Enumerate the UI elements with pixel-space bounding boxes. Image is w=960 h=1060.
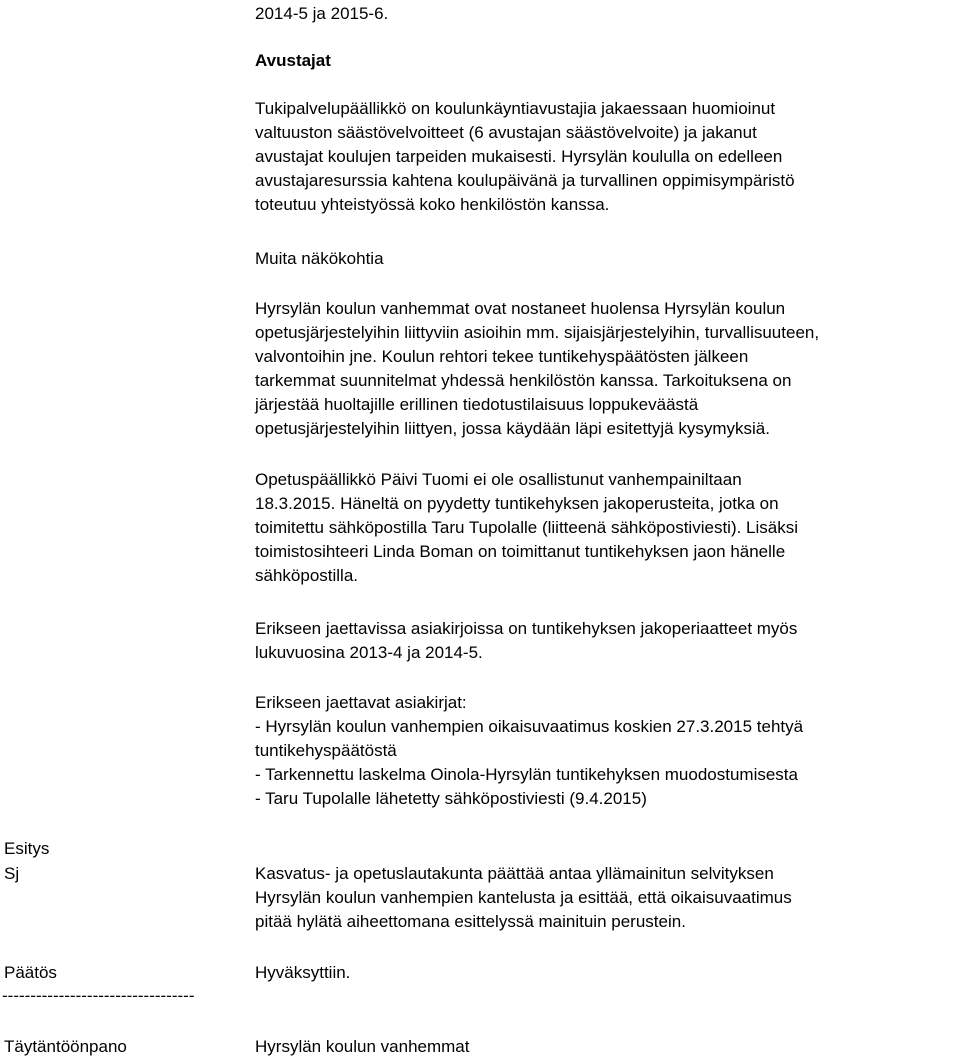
- muita-paragraph-2: [255, 468, 955, 588]
- paragraph-line: sähköpostilla.: [255, 566, 359, 585]
- taytantoonpano-text: Hyrsylän koulun vanhemmat: [255, 1037, 470, 1056]
- paragraph-line: tuntikehyspäätöstä: [255, 741, 397, 760]
- paragraph-line: opetusjärjestelyihin liittyen, jossa käydään läpi esitettyjä kysymyksiä.: [255, 419, 770, 438]
- paragraph-line: toteutuu yhteistyössä koko henkilöstön kanssa.: [255, 195, 610, 214]
- top-line: 2014-5 ja 2015-6.: [255, 4, 389, 23]
- paragraph-line: toimitettu sähköpostilla Taru Tupolalle (liitteenä sähköpostiviesti). Lisäksi: [255, 518, 799, 537]
- separator-line: ----------------------------------: [2, 986, 195, 1005]
- paragraph-line: tarkemmat suunnitelmat yhdessä henkilöstön kanssa. Tarkoituksena on: [255, 371, 792, 390]
- paatos-label: Päätös: [4, 963, 57, 982]
- paragraph-line: opetusjärjestelyihin liittyviin asioihin mm. sijaisjärjestelyihin, turvallisuuteen,: [255, 323, 820, 342]
- taytantoonpano-label: Täytäntöönpano: [4, 1037, 127, 1056]
- paragraph-line: Erikseen jaettavissa asiakirjoissa on tuntikehyksen jakoperiaatteet myös: [255, 619, 798, 638]
- paragraph-line: - Hyrsylän koulun vanhempien oikaisuvaatimus koskien 27.3.2015 tehtyä: [255, 717, 804, 736]
- paragraph-line: valvontoihin jne. Koulun rehtori tekee tuntikehyspäätösten jälkeen: [255, 347, 749, 366]
- paragraph-line: Tukipalvelupäällikkö on koulunkäyntiavustajia jakaessaan huomioinut: [255, 99, 776, 118]
- paragraph-line: Hyrsylän koulun vanhempien kantelusta ja esittää, että oikaisuvaatimus: [255, 888, 792, 907]
- paragraph-line: valtuuston säästövelvoitteet (6 avustajan säästövelvoite) ja jakanut: [255, 123, 757, 142]
- paragraph-line: Hyrsylän koulun vanhemmat ovat nostaneet huolensa Hyrsylän koulun: [255, 299, 786, 318]
- esitys-label: Esitys: [4, 839, 50, 858]
- paragraph-line: lukuvuosina 2013-4 ja 2014-5.: [255, 643, 483, 662]
- muita-heading: Muita näkökohtia: [255, 249, 384, 268]
- paragraph-line: 18.3.2015. Häneltä on pyydetty tuntikehyksen jakoperusteita, jotka on: [255, 494, 779, 513]
- muita-paragraph-4: [255, 691, 955, 811]
- sj-label: Sj: [4, 864, 20, 883]
- paragraph-line: järjestää huoltajille erillinen tiedotustilaisuus loppukeväästä: [255, 395, 699, 414]
- muita-paragraph-1: [255, 297, 955, 441]
- paragraph-line: - Taru Tupolalle lähetetty sähköpostiviesti (9.4.2015): [255, 789, 647, 808]
- muita-paragraph-3: [255, 617, 955, 665]
- esitys-paragraph: [255, 862, 955, 934]
- paatos-text: Hyväksyttiin.: [255, 963, 351, 982]
- avustajat-heading: Avustajat: [255, 51, 331, 70]
- paragraph-line: pitää hylätä aiheettomana esittelyssä mainituin perustein.: [255, 912, 686, 931]
- paragraph-line: Erikseen jaettavat asiakirjat:: [255, 693, 467, 712]
- paragraph-line: toimistosihteeri Linda Boman on toimittanut tuntikehyksen jaon hänelle: [255, 542, 786, 561]
- paragraph-line: Kasvatus- ja opetuslautakunta päättää antaa yllämainitun selvityksen: [255, 864, 774, 883]
- paragraph-line: avustajat koulujen tarpeiden mukaisesti. Hyrsylän koululla on edelleen: [255, 147, 783, 166]
- paragraph-line: Opetuspäällikkö Päivi Tuomi ei ole osallistunut vanhempainiltaan: [255, 470, 742, 489]
- paragraph-line: - Tarkennettu laskelma Oinola-Hyrsylän tuntikehyksen muodostumisesta: [255, 765, 798, 784]
- avustajat-paragraph: [255, 97, 955, 217]
- paragraph-line: avustajaresurssia kahtena koulupäivänä ja turvallinen oppimisympäristö: [255, 171, 795, 190]
